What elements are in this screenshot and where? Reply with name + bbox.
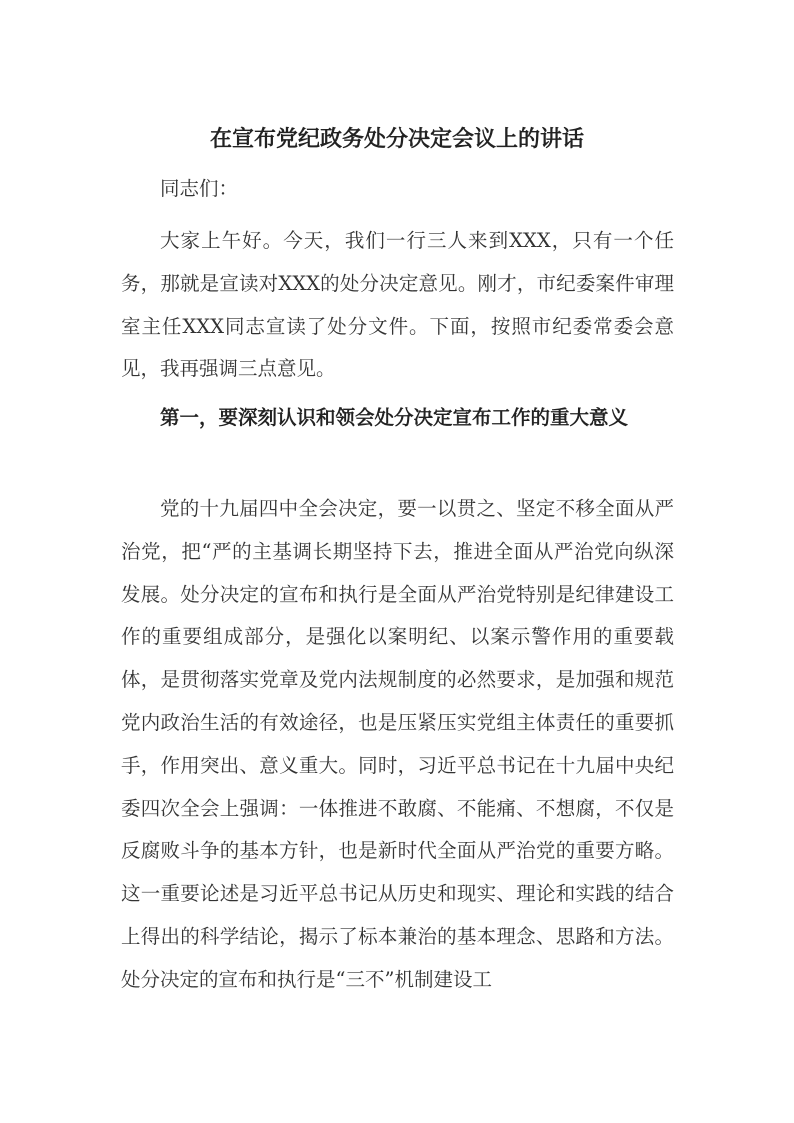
section-heading-first: 第一，要深刻认识和领会处分决定宣布工作的重大意义	[160, 406, 629, 429]
salutation: 同志们：	[160, 177, 239, 200]
document-title: 在宣布党纪政务处分决定会议上的讲话	[209, 127, 584, 152]
paragraph-first-section: 党的十九届四中全会决定，要一以贯之、坚定不移全面从严治党，把“严的主基调长期坚持下去，推进全面从严治党向纵深发展。处分决定的宣布和执行是全面从严治党特别是纪律建设工作的重要组成部分，是强化以案明纪、以案示警作用的重要载体，是贯彻落实党章及党内法规制度的必然要求，是加强和规范党内政治生活的有效途径，也是压紧压实党组主体责任的重要抓手，作用突出、意义重大。同时，习近平总书记在十九届中央纪委四次全会上强调：一体推进不敢腐、不能痛、不想腐，不仅是反腐败斗争的基本方针，也是新时代全面从严治党的重要方略。这一重要论述是习近平总书记从历史和现实、理论和实践的结合上得出的科学结论，揭示了标本兼治的基本理念、思路和方法。处分决定的宣布和执行是“三不”机制建设工	[121, 497, 674, 991]
paragraph-opening: 大家上午好。今天，我们一行三人来到XXX，只有一个任务，那就是宣读对XXX的处分决定意见。刚才，市纪委案件审理室主任XXX同志宣读了处分文件。下面，按照市纪委常委会意见，我再强调三点意见。	[121, 229, 674, 381]
